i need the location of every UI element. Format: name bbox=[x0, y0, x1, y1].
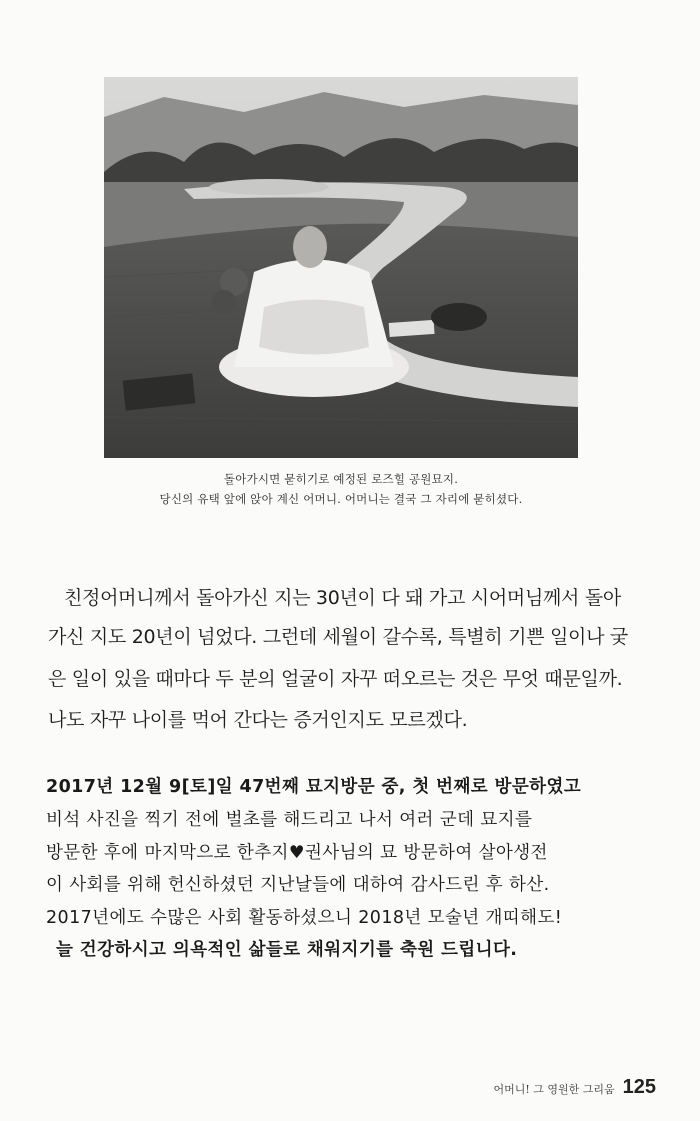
note-line-5: 2017년에도 수많은 사회 활동하셨으니 2018년 모술년 개띠해도! bbox=[46, 908, 563, 928]
photo-mother-at-cemetery bbox=[104, 77, 578, 458]
body-paragraph-line-3: 은 일이 있을 때마다 두 분의 얼굴이 자꾸 떠오르는 것은 무엇 때문일까. bbox=[48, 668, 623, 690]
note-line-3-end: 권사님의 묘 방문하여 살아생전 bbox=[304, 843, 548, 863]
body-paragraph-line-4: 나도 자꾸 나이를 먹어 간다는 증거인지도 모르겠다. bbox=[48, 709, 468, 731]
heart-icon: ♥ bbox=[288, 843, 305, 863]
note-line-3 bbox=[46, 839, 666, 864]
note-line-4: 이 사회를 위해 헌신하셨던 지난날들에 대하여 감사드린 후 하산. bbox=[46, 875, 550, 895]
note-line-6: 늘 건강하시고 의욕적인 삶들로 채워지기를 축원 드립니다. bbox=[56, 940, 518, 960]
photo-caption-line-2: 당신의 유택 앞에 앉아 계신 어머니. 어머니는 결국 그 자리에 묻히셨다. bbox=[159, 492, 523, 506]
running-footer-title: 어머니! 그 영원한 그리움 bbox=[493, 1083, 615, 1096]
note-line-3-start: 방문한 후에 마지막으로 한추지 bbox=[46, 843, 289, 863]
body-paragraph-line-2: 가신 지도 20년이 넘었다. 그런데 세월이 갈수록, 특별히 기쁜 일이나 궂 bbox=[48, 626, 628, 648]
page-number: 125 bbox=[622, 1076, 656, 1098]
page-footer bbox=[493, 1076, 656, 1099]
note-line-1: 2017년 12월 9[토]일 47번째 묘지방문 중, 첫 번째로 방문하였고 bbox=[46, 777, 582, 797]
photo-caption-line-1: 돌아가시면 묻히기로 예정된 로즈힐 공원묘지. bbox=[223, 472, 459, 486]
note-line-2: 비석 사진을 찍기 전에 벌초를 해드리고 나서 여러 군데 묘지를 bbox=[46, 810, 533, 830]
body-paragraph-line-1: 친정어머니께서 돌아가신 지는 30년이 다 돼 가고 시어머님께서 돌아 bbox=[64, 587, 621, 609]
cemetery-photo-illustration bbox=[104, 77, 578, 458]
